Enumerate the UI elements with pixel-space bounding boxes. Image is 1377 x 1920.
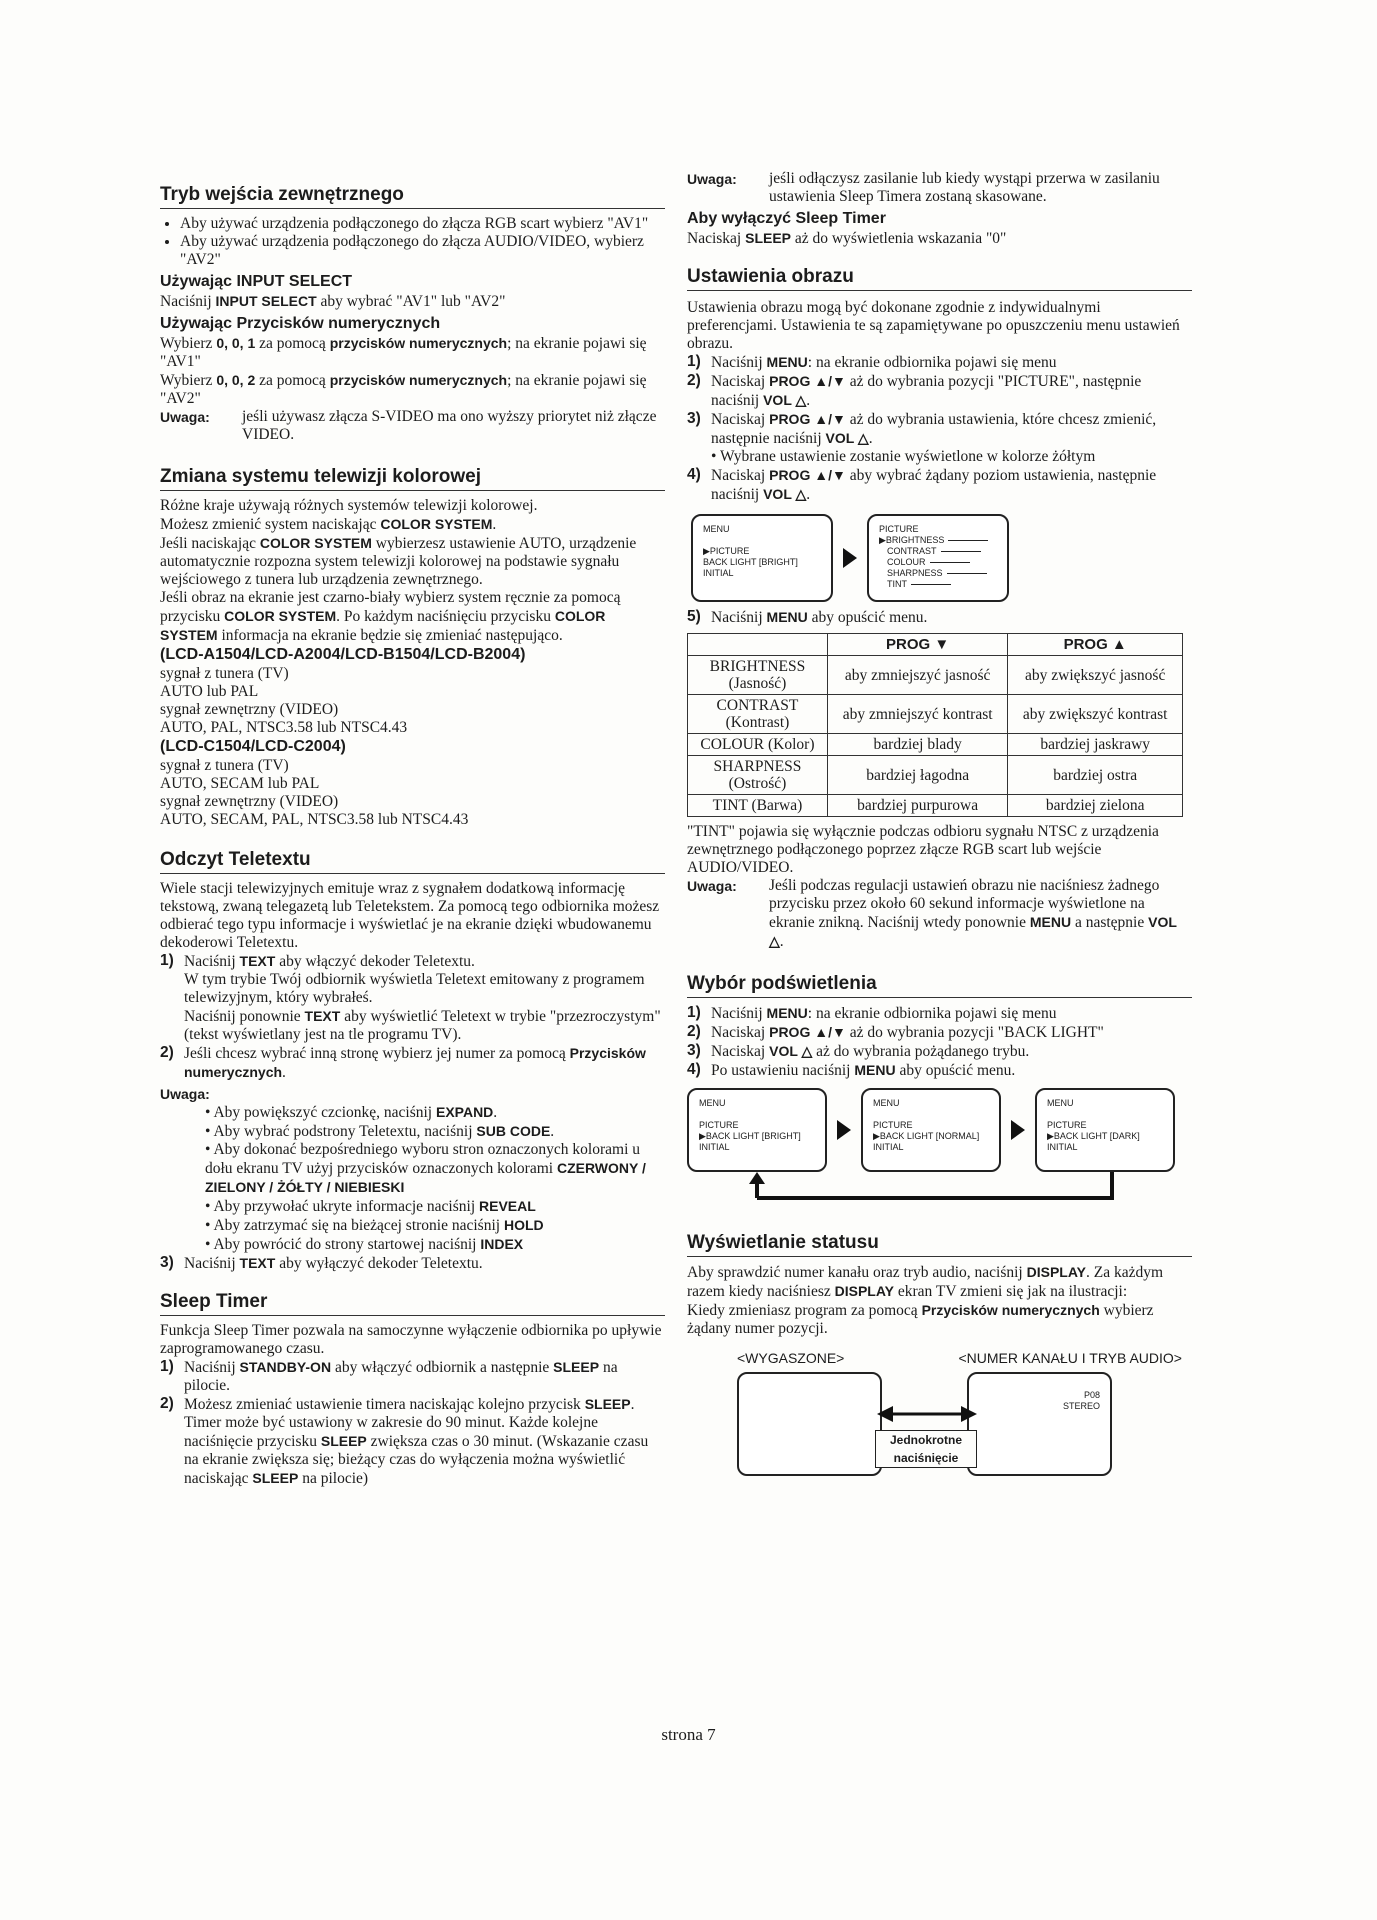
list-item: • Aby dokonać bezpośredniego wyboru stron oznaczonych kolorami u dołu ekranu TV użyj przycisków oznaczonych kolorami CZERWONY / ZIELONY / ŻÓŁTY / NIEBIESKI [205, 1141, 646, 1195]
text-line: sygnał zewnętrzny (VIDEO) [160, 793, 339, 810]
text-line: sygnał z tunera (TV) [160, 665, 289, 682]
table-cell: aby zwiększyć kontrast [1008, 695, 1183, 734]
table-header-row [688, 634, 1183, 656]
subheading-numeric-buttons: Używając Przycisków numerycznych [160, 315, 441, 332]
table-cell: COLOUR (Kolor) [688, 734, 828, 756]
note: Uwaga: jeśli odłączysz zasilanie lub kiedy wystąpi przerwa w zasilaniu ustawienia Sleep Timera zostaną skasowane. [687, 170, 1160, 205]
table-row [688, 656, 1183, 695]
section-title-picture-settings: Ustawienia obrazu [687, 266, 1192, 291]
text-line: AUTO, SECAM lub PAL [160, 775, 320, 792]
paragraph: Wybierz 0, 0, 1 za pomocą przycisków numerycznych; na ekranie pojawi się "AV1" [160, 335, 647, 370]
step-item: 1) Naciśnij TEXT aby włączyć dekoder Teletextu. W tym trybie Twój odbiornik wyświetla Teletext emitowany z programem telewizyjnym, który wybrałeś. Naciśnij ponownie TEXT aby wyświetlić Teletext w trybie "przezroczystym" (tekst wyświetlany jest na tle programu TV). [160, 952, 661, 1043]
step-item: 5) Naciśnij MENU aby opuścić menu. [687, 608, 928, 626]
table-cell: bardziej jaskrawy [1008, 734, 1183, 756]
tv-screen-backlight-normal: MENU PICTURE ▶BACK LIGHT [NORMAL] INITIAL [861, 1088, 1001, 1172]
section-title-color-system: Zmiana systemu telewizji kolorowej [160, 466, 665, 491]
note-label: Uwaga: [160, 1086, 210, 1102]
text-line: AUTO, SECAM, PAL, NTSC3.58 lub NTSC4.43 [160, 811, 469, 828]
paragraph: Jeśli obraz na ekranie jest czarno-biały wybierz system ręcznie za pomocą przycisku COLOR SYSTEM. Po każdym naciśnięciu przycisku COLOR SYSTEM informacja na ekranie będzie się zmieniać następująco. [160, 589, 621, 644]
table-row [688, 795, 1183, 817]
page-number: strona 7 [661, 1725, 716, 1744]
status-labels [737, 1350, 1182, 1366]
tv-screen-blank [737, 1372, 882, 1476]
paragraph: Ustawienia obrazu mogą być dokonane zgodnie z indywidualnymi preferencjami. Ustawienia te są zapamiętywane po opuszczeniu menu ustawień obrazu. [687, 299, 1180, 352]
table-row [688, 695, 1183, 734]
step-item: 3) Naciśnij TEXT aby wyłączyć dekoder Teletextu. [160, 1254, 483, 1272]
table-header-cell: PROG ▲ [1008, 634, 1183, 656]
table-cell: aby zmniejszyć jasność [827, 656, 1007, 695]
paragraph: Różne kraje używają różnych systemów telewizji kolorowej. [160, 497, 538, 514]
model-list-heading: (LCD-C1504/LCD-C2004) [160, 738, 346, 755]
menu-screens-illustration [691, 514, 1192, 602]
caption-single-press: Jednokrotne naciśnięcie [875, 1430, 977, 1468]
label-channel-audio: <NUMER KANAŁU I TRYB AUDIO> [958, 1350, 1182, 1366]
table-cell: aby zwiększyć jasność [1008, 656, 1183, 695]
subheading-input-select: Używając INPUT SELECT [160, 273, 353, 290]
paragraph: "TINT" pojawia się wyłącznie podczas odbioru sygnału NTSC z urządzenia zewnętrznego podłączonego poprzez złącze RGB scart lub wejście AUDIO/VIDEO. [687, 823, 1159, 876]
table-cell: bardziej ostra [1008, 756, 1183, 795]
step-item: 3) Naciskaj VOL △ aż do wybrania pożądanego trybu. [687, 1042, 1030, 1060]
step-item: 3) Naciskaj PROG ▲/▼ aż do wybrania ustawienia, które chcesz zmienić, następnie naciśnij VOL △. • Wybrane ustawienie zostanie wyświetlone w kolorze żółtym [687, 410, 1157, 465]
table-cell: CONTRAST (Kontrast) [688, 695, 828, 734]
section-title-sleep-timer: Sleep Timer [160, 1291, 665, 1316]
text-line: AUTO lub PAL [160, 683, 259, 700]
section-title-external-input: Tryb wejścia zewnętrznego [160, 184, 665, 209]
step-item: 2) Możesz zmieniać ustawienie timera naciskając kolejno przycisk SLEEP. Timer może być ustawiony w zakresie do 90 minut. Każde kolejne naciśnięcie przycisku SLEEP zwiększa czas o 30 minut. (Wskazanie czasu na ekranie zwiększa się; bieżący czas do wyłączenia można wyświetlić naciskając SLEEP na pilocie) [160, 1395, 649, 1487]
tv-screen-menu: MENU ▶PICTURE BACK LIGHT [BRIGHT] INITIAL [691, 514, 833, 602]
step-item: 4) Naciskaj PROG ▲/▼ aby wybrać żądany poziom ustawienia, następnie naciśnij VOL △. [687, 466, 1157, 503]
note: Uwaga: Jeśli podczas regulacji ustawień obrazu nie naciśniesz żadnego przycisku przez około 60 sekund informacje wyświetlone na ekranie znikną. Naciśnij wtedy ponownie MENU a następnie VOL △. [687, 877, 1177, 950]
label-blanked: <WYGASZONE> [737, 1350, 845, 1366]
table-cell: BRIGHTNESS (Jasność) [688, 656, 828, 695]
left-column [160, 170, 665, 1488]
paragraph: Naciskaj SLEEP aż do wyświetlenia wskazania "0" [687, 230, 1007, 247]
tv-screen-backlight-bright: MENU PICTURE ▶BACK LIGHT [BRIGHT] INITIAL [687, 1088, 827, 1172]
backlight-screens [687, 1088, 1192, 1172]
step-item: 1) Naciśnij MENU: na ekranie odbiornika pojawi się menu [687, 1004, 1057, 1022]
paragraph: Naciśnij INPUT SELECT aby wybrać "AV1" lub "AV2" [160, 293, 506, 310]
table-cell: aby zmniejszyć kontrast [827, 695, 1007, 734]
teletext-notes [160, 1103, 665, 1254]
list-item: • Aby powiększyć czcionkę, naciśnij EXPAND. [205, 1104, 498, 1121]
tv-screen-status: P08 STEREO [967, 1372, 1112, 1476]
table-cell: bardziej łagodna [827, 756, 1007, 795]
table-cell: TINT (Barwa) [688, 795, 828, 817]
list-item: • Aby zatrzymać się na bieżącej stronie naciśnij HOLD [205, 1217, 544, 1234]
paragraph: Kiedy zmieniasz program za pomocą Przycisków numerycznych wybierz żądany numer pozycji. [687, 1302, 1154, 1337]
table-row [688, 756, 1183, 795]
arrow-right-icon [843, 548, 857, 568]
subheading-sleep-off: Aby wyłączyć Sleep Timer [687, 210, 886, 227]
table-row [688, 734, 1183, 756]
table-cell: bardziej blady [827, 734, 1007, 756]
text-line: AUTO, PAL, NTSC3.58 lub NTSC4.43 [160, 719, 408, 736]
step-item: 2) Naciskaj PROG ▲/▼ aż do wybrania pozycji "BACK LIGHT" [687, 1023, 1104, 1041]
backlight-illustration [687, 1088, 1192, 1206]
paragraph: Funkcja Sleep Timer pozwala na samoczynne wyłączenie odbiornika po upływie zaprogramowanego czasu. [160, 1322, 662, 1357]
table-cell: bardziej zielona [1008, 795, 1183, 817]
arrow-right-icon [1011, 1120, 1025, 1140]
text-line: sygnał z tunera (TV) [160, 757, 289, 774]
list-item: • Aby przywołać ukryte informacje naciśnij REVEAL [205, 1198, 536, 1215]
list-item: • Aby wybrać podstrony Teletextu, naciśnij SUB CODE. [205, 1123, 555, 1140]
list-item: • Aby powrócić do strony startowej naciśnij INDEX [205, 1236, 524, 1253]
table-header-cell: PROG ▼ [827, 634, 1007, 656]
double-arrow-icon [877, 1404, 977, 1424]
section-title-teletext: Odczyt Teletextu [160, 849, 665, 874]
picture-settings-table [687, 633, 1183, 817]
step-item: 2) Naciskaj PROG ▲/▼ aż do wybrania pozycji "PICTURE", następnie naciśnij VOL △. [687, 372, 1142, 409]
text-line: sygnał zewnętrzny (VIDEO) [160, 701, 339, 718]
paragraph: Możesz zmienić system naciskając COLOR SYSTEM. [160, 516, 497, 533]
table-cell: SHARPNESS (Ostrość) [688, 756, 828, 795]
loop-back-arrow-icon [687, 1172, 1167, 1212]
paragraph: Wiele stacji telewizyjnych emituje wraz z sygnałem dodatkową informację tekstową, zwaną telegazetą lub Teletekstem. Za pomocą tego odbiornika możesz odbierać tego typu informacje i wyświetlać je na ekranie dzięki wbudowanemu dekoderowi Teletextu. [160, 880, 660, 951]
table-cell: bardziej purpurowa [827, 795, 1007, 817]
section-title-status-display: Wyświetlanie statusu [687, 1232, 1192, 1257]
step-item: 2) Jeśli chcesz wybrać inną stronę wybierz jej numer za pomocą Przycisków numerycznych. [160, 1044, 646, 1081]
list-item: • Aby używać urządzenia podłączonego do złącza RGB scart wybierz "AV1" [180, 215, 665, 233]
section-title-backlight: Wybór podświetlenia [687, 973, 1192, 998]
right-column [687, 170, 1192, 1482]
external-input-bullets [160, 215, 665, 269]
paragraph: Jeśli naciskając COLOR SYSTEM wybierzesz ustawienie AUTO, urządzenie automatycznie rozpozna system telewizji kolorowej na podstawie sygnału wejściowego z tunera lub urządzenia zewnętrznego. [160, 535, 637, 588]
tv-screen-picture: PICTURE ▶BRIGHTNESS CONTRAST COLOUR SHARPNESS TINT [867, 514, 1009, 602]
arrow-right-icon [837, 1120, 851, 1140]
list-item: • Aby używać urządzenia podłączonego do złącza AUDIO/VIDEO, wybierz "AV2" [180, 233, 665, 269]
step-item: 1) Naciśnij STANDBY-ON aby włączyć odbiornik a następnie SLEEP na pilocie. [160, 1358, 618, 1394]
table-header-cell [688, 634, 828, 656]
paragraph: Aby sprawdzić numer kanału oraz tryb audio, naciśnij DISPLAY. Za każdym razem kiedy naciśniesz DISPLAY ekran TV zmieni się jak na ilustracji: [687, 1264, 1164, 1300]
note: Uwaga: jeśli używasz złącza S-VIDEO ma ono wyższy priorytet niż złącze VIDEO. [160, 408, 657, 443]
status-illustration [687, 1372, 1192, 1482]
step-item: 4) Po ustawieniu naciśnij MENU aby opuścić menu. [687, 1061, 1016, 1079]
model-list-heading: (LCD-A1504/LCD-A2004/LCD-B1504/LCD-B2004) [160, 646, 526, 663]
tv-screen-backlight-dark: MENU PICTURE ▶BACK LIGHT [DARK] INITIAL [1035, 1088, 1175, 1172]
step-item: 1) Naciśnij MENU: na ekranie odbiornika pojawi się menu [687, 353, 1057, 371]
paragraph: Wybierz 0, 0, 2 za pomocą przycisków numerycznych; na ekranie pojawi się "AV2" [160, 372, 647, 407]
